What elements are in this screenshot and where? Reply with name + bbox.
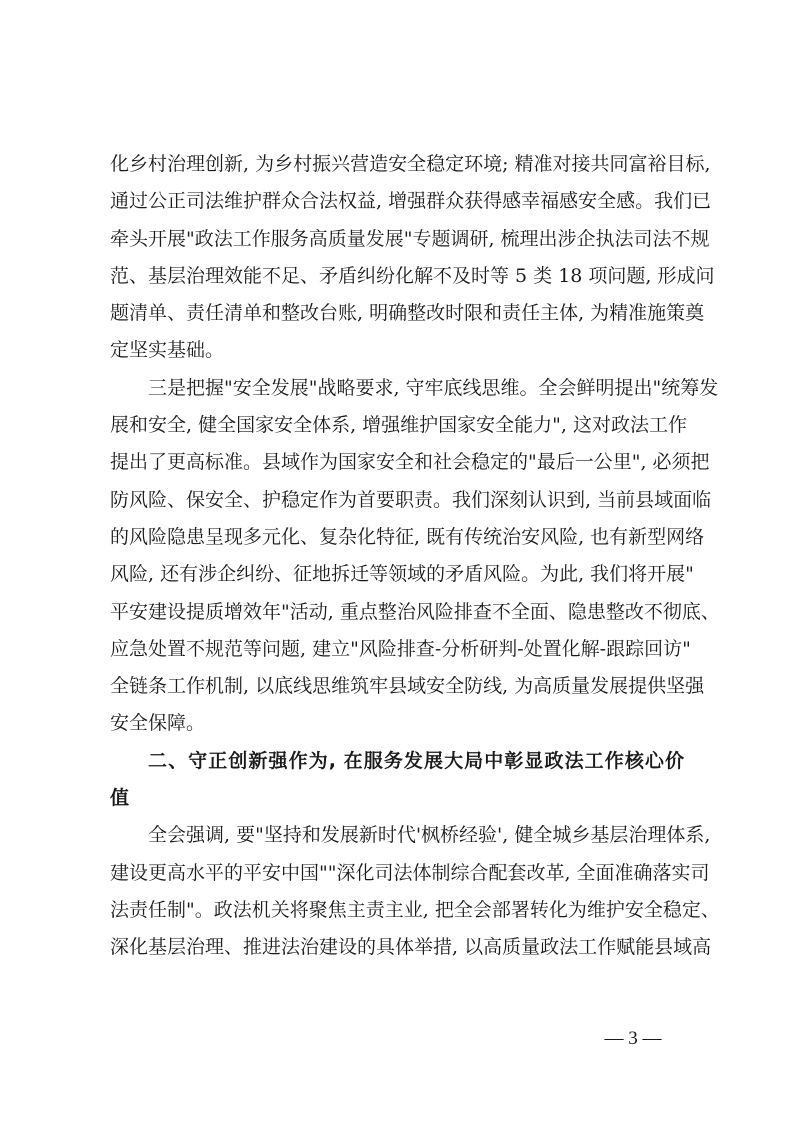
text-line: 应急处置不规范等问题, 建立"风险排查-分析研判-处置化解-跟踪回访" bbox=[110, 637, 691, 660]
page-number: — 3 — bbox=[604, 1028, 662, 1049]
text-line: 建设更高水平的平安中国""深化司法体制综合配套改革, 全面准确落实司 bbox=[110, 861, 710, 884]
text-line: 法责任制"。政法机关将聚焦主责主业, 把全会部署转化为维护安全稳定、 bbox=[110, 898, 720, 921]
text-line: 全链条工作机制, 以底线思维筑牢县域安全防线, 为高质量发展提供坚强 bbox=[110, 675, 705, 698]
text-line: 平安建设提质增效年"活动, 重点整治风险排查不全面、隐患整改不彻底、 bbox=[110, 600, 720, 623]
text-line: 三是把握"安全发展"战略要求, 守牢底线思维。全会鲜明提出"统筹发 bbox=[148, 376, 719, 399]
section-heading bbox=[110, 743, 684, 818]
text-line: 二、守正创新强作为, 在服务发展大局中彰显政法工作核心价 bbox=[148, 749, 684, 772]
text-line: 题清单、责任清单和整改台账, 明确整改时限和责任主体, 为精准施策奠 bbox=[110, 302, 705, 325]
text-line: 防风险、保安全、护稳定作为首要职责。我们深刻认识到, 当前县域面临 bbox=[110, 488, 712, 511]
text-line: 值 bbox=[110, 787, 130, 810]
text-line: 安全保障。 bbox=[110, 712, 206, 735]
text-line: 牵头开展"政法工作服务高质量发展"专题调研, 梳理出涉企执法司法不规 bbox=[110, 227, 710, 250]
text-line: 的风险隐患呈现多元化、复杂化特征, 既有传统治安风险, 也有新型网络 bbox=[110, 525, 705, 548]
text-line: 通过公正司法维护群众合法权益, 增强群众获得感幸福感安全感。我们已 bbox=[110, 190, 712, 213]
paragraph bbox=[110, 370, 720, 743]
text-line: 全会强调, 要"坚持和发展新时代'枫桥经验', 健全城乡基层治理体系, bbox=[148, 824, 711, 847]
text-line: 深化基层治理、推进法治建设的具体举措, 以高质量政法工作赋能县域高 bbox=[110, 936, 712, 959]
text-line: 定坚实基础。 bbox=[110, 339, 225, 362]
paragraph bbox=[110, 146, 715, 370]
document-body bbox=[110, 146, 720, 967]
text-line: 提出了更高标准。县域作为国家安全和社会稳定的"最后一公里", 必须把 bbox=[110, 451, 710, 474]
paragraph bbox=[110, 817, 720, 966]
text-line: 展和安全, 健全国家安全体系, 增强维护国家安全能力", 这对政法工作 bbox=[110, 414, 687, 437]
text-line: 化乡村治理创新, 为乡村振兴营造安全稳定环境; 精准对接共同富裕目标, bbox=[110, 153, 711, 175]
text-line: 范、基层治理效能不足、矛盾纠纷化解不及时等 5 类 18 项问题, 形成问 bbox=[110, 264, 715, 287]
text-line: 风险, 还有涉企纠纷、征地拆迁等领域的矛盾风险。为此, 我们将开展" bbox=[110, 563, 694, 586]
